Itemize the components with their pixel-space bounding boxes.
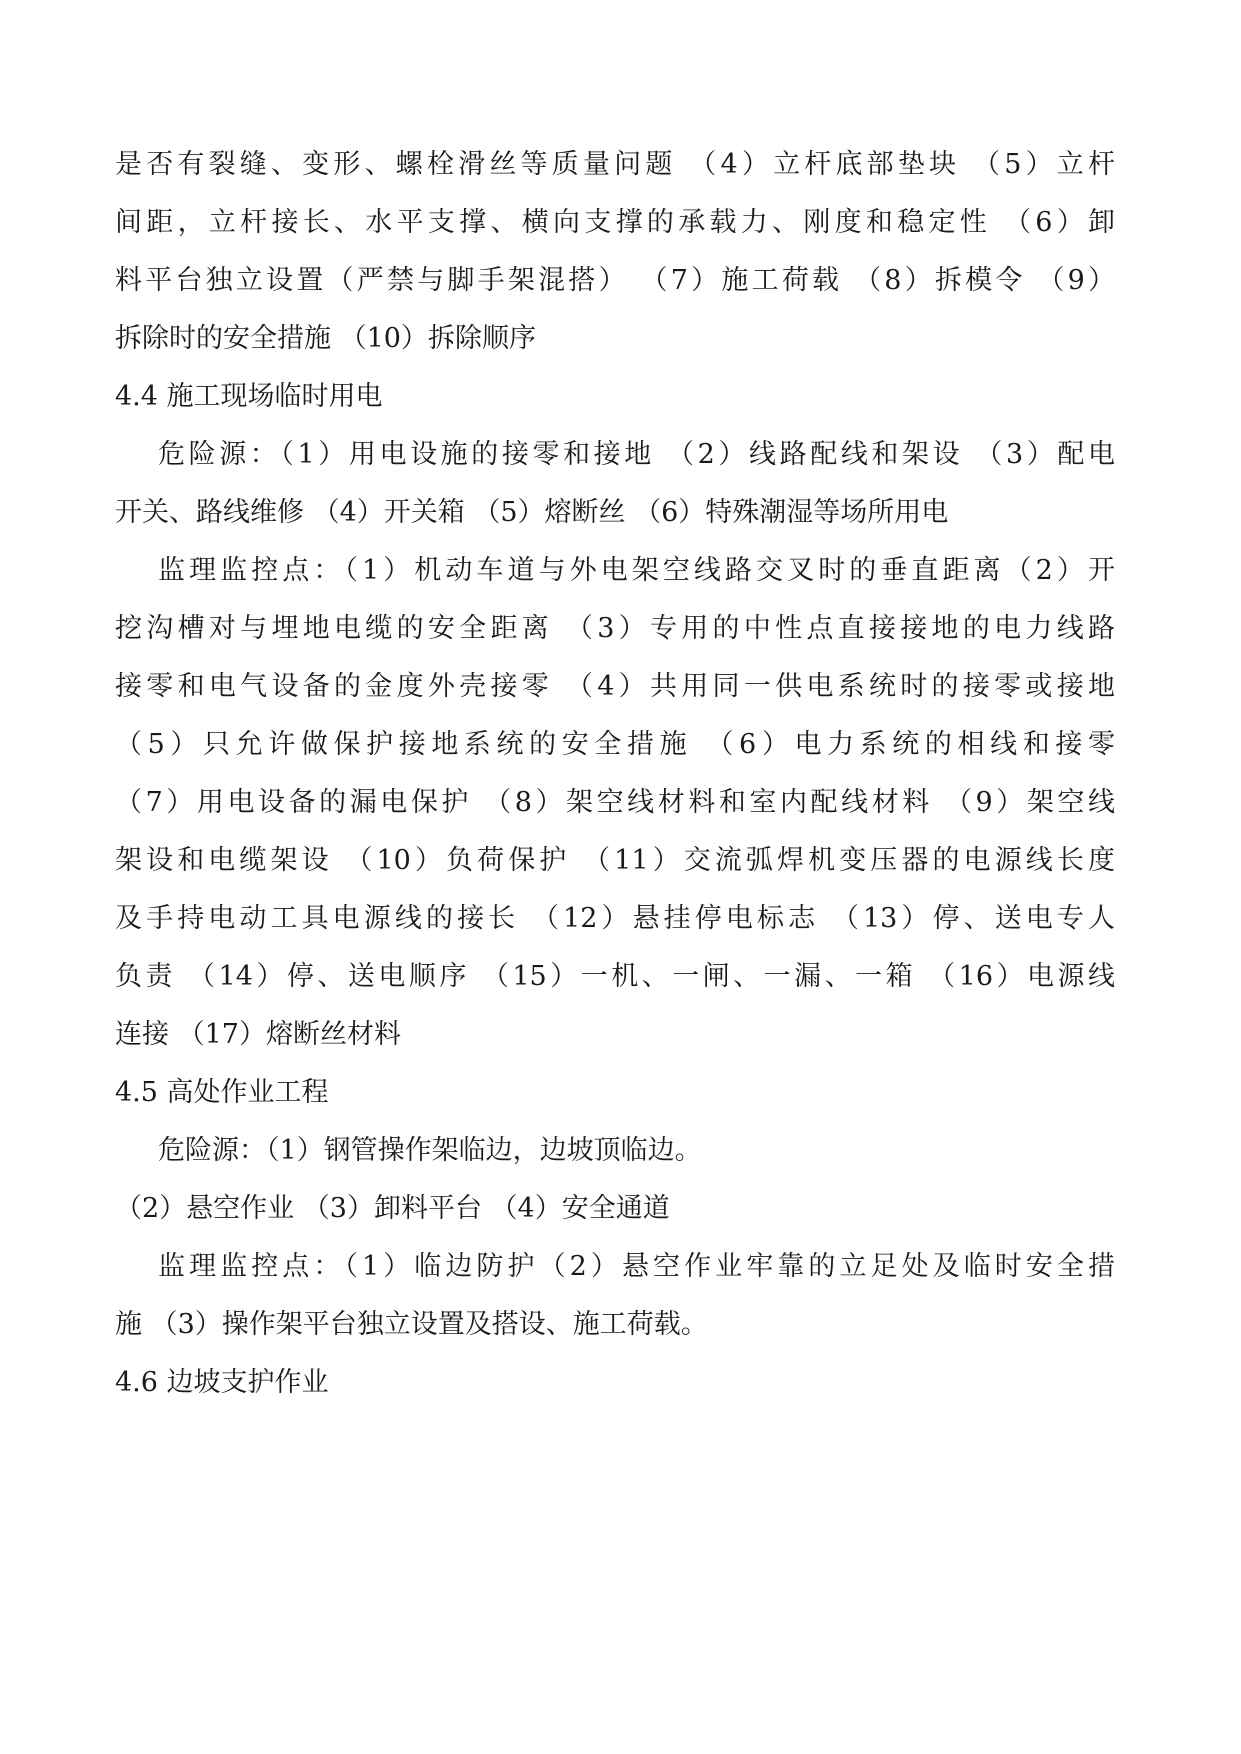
paragraph-line: 施 （3）操作架平台独立设置及搭设、施工荷载。 <box>115 1309 708 1340</box>
paragraph-line: （5）只允许做保护接地系统的安全措施 （6）电力系统的相线和接零 <box>115 729 1115 760</box>
paragraph-line: 间距，立杆接长、水平支撑、横向支撑的承载力、刚度和稳定性 （6）卸 <box>115 207 1115 238</box>
paragraph-line: （7）用电设备的漏电保护 （8）架空线材料和室内配线材料 （9）架空线 <box>115 787 1115 818</box>
paragraph-line: 挖沟槽对与埋地电缆的安全距离 （3）专用的中性点直接接地的电力线路 <box>115 613 1115 644</box>
section-heading-4-5: 4.5 高处作业工程 <box>115 1077 329 1108</box>
paragraph-line: 连接 （17）熔断丝材料 <box>115 1019 401 1050</box>
section-heading-4-4: 4.4 施工现场临时用电 <box>115 381 383 412</box>
paragraph-line: 拆除时的安全措施 （10）拆除顺序 <box>115 323 536 354</box>
paragraph-line: 接零和电气设备的金度外壳接零 （4）共用同一供电系统时的接零或接地 <box>115 671 1115 702</box>
paragraph-line: 危险源：（1）用电设施的接零和接地 （2）线路配线和架设 （3）配电 <box>158 439 1115 470</box>
paragraph-line: （2）悬空作业 （3）卸料平台 （4）安全通道 <box>115 1193 670 1224</box>
paragraph-line: 开关、路线维修 （4）开关箱 （5）熔断丝 （6）特殊潮湿等场所用电 <box>115 497 949 528</box>
paragraph-line: 料平台独立设置（严禁与脚手架混搭） （7）施工荷载 （8）拆模令 （9） <box>115 265 1115 296</box>
paragraph-line: 负责 （14）停、送电顺序 （15）一机、一闸、一漏、一箱 （16）电源线 <box>115 961 1115 992</box>
paragraph-line: 危险源：（1）钢管操作架临边，边坡顶临边。 <box>158 1135 702 1166</box>
paragraph-line: 监理监控点：（1）临边防护（2）悬空作业牢靠的立足处及临时安全措 <box>158 1251 1115 1282</box>
paragraph-line: 是否有裂缝、变形、螺栓滑丝等质量问题 （4）立杆底部垫块 （5）立杆 <box>115 149 1115 180</box>
paragraph-line: 监理监控点：（1）机动车道与外电架空线路交叉时的垂直距离（2）开 <box>158 555 1115 586</box>
section-heading-4-6: 4.6 边坡支护作业 <box>115 1367 329 1398</box>
paragraph-line: 架设和电缆架设 （10）负荷保护 （11）交流弧焊机变压器的电源线长度 <box>115 845 1115 876</box>
paragraph-line: 及手持电动工具电源线的接长 （12）悬挂停电标志 （13）停、送电专人 <box>115 903 1115 934</box>
